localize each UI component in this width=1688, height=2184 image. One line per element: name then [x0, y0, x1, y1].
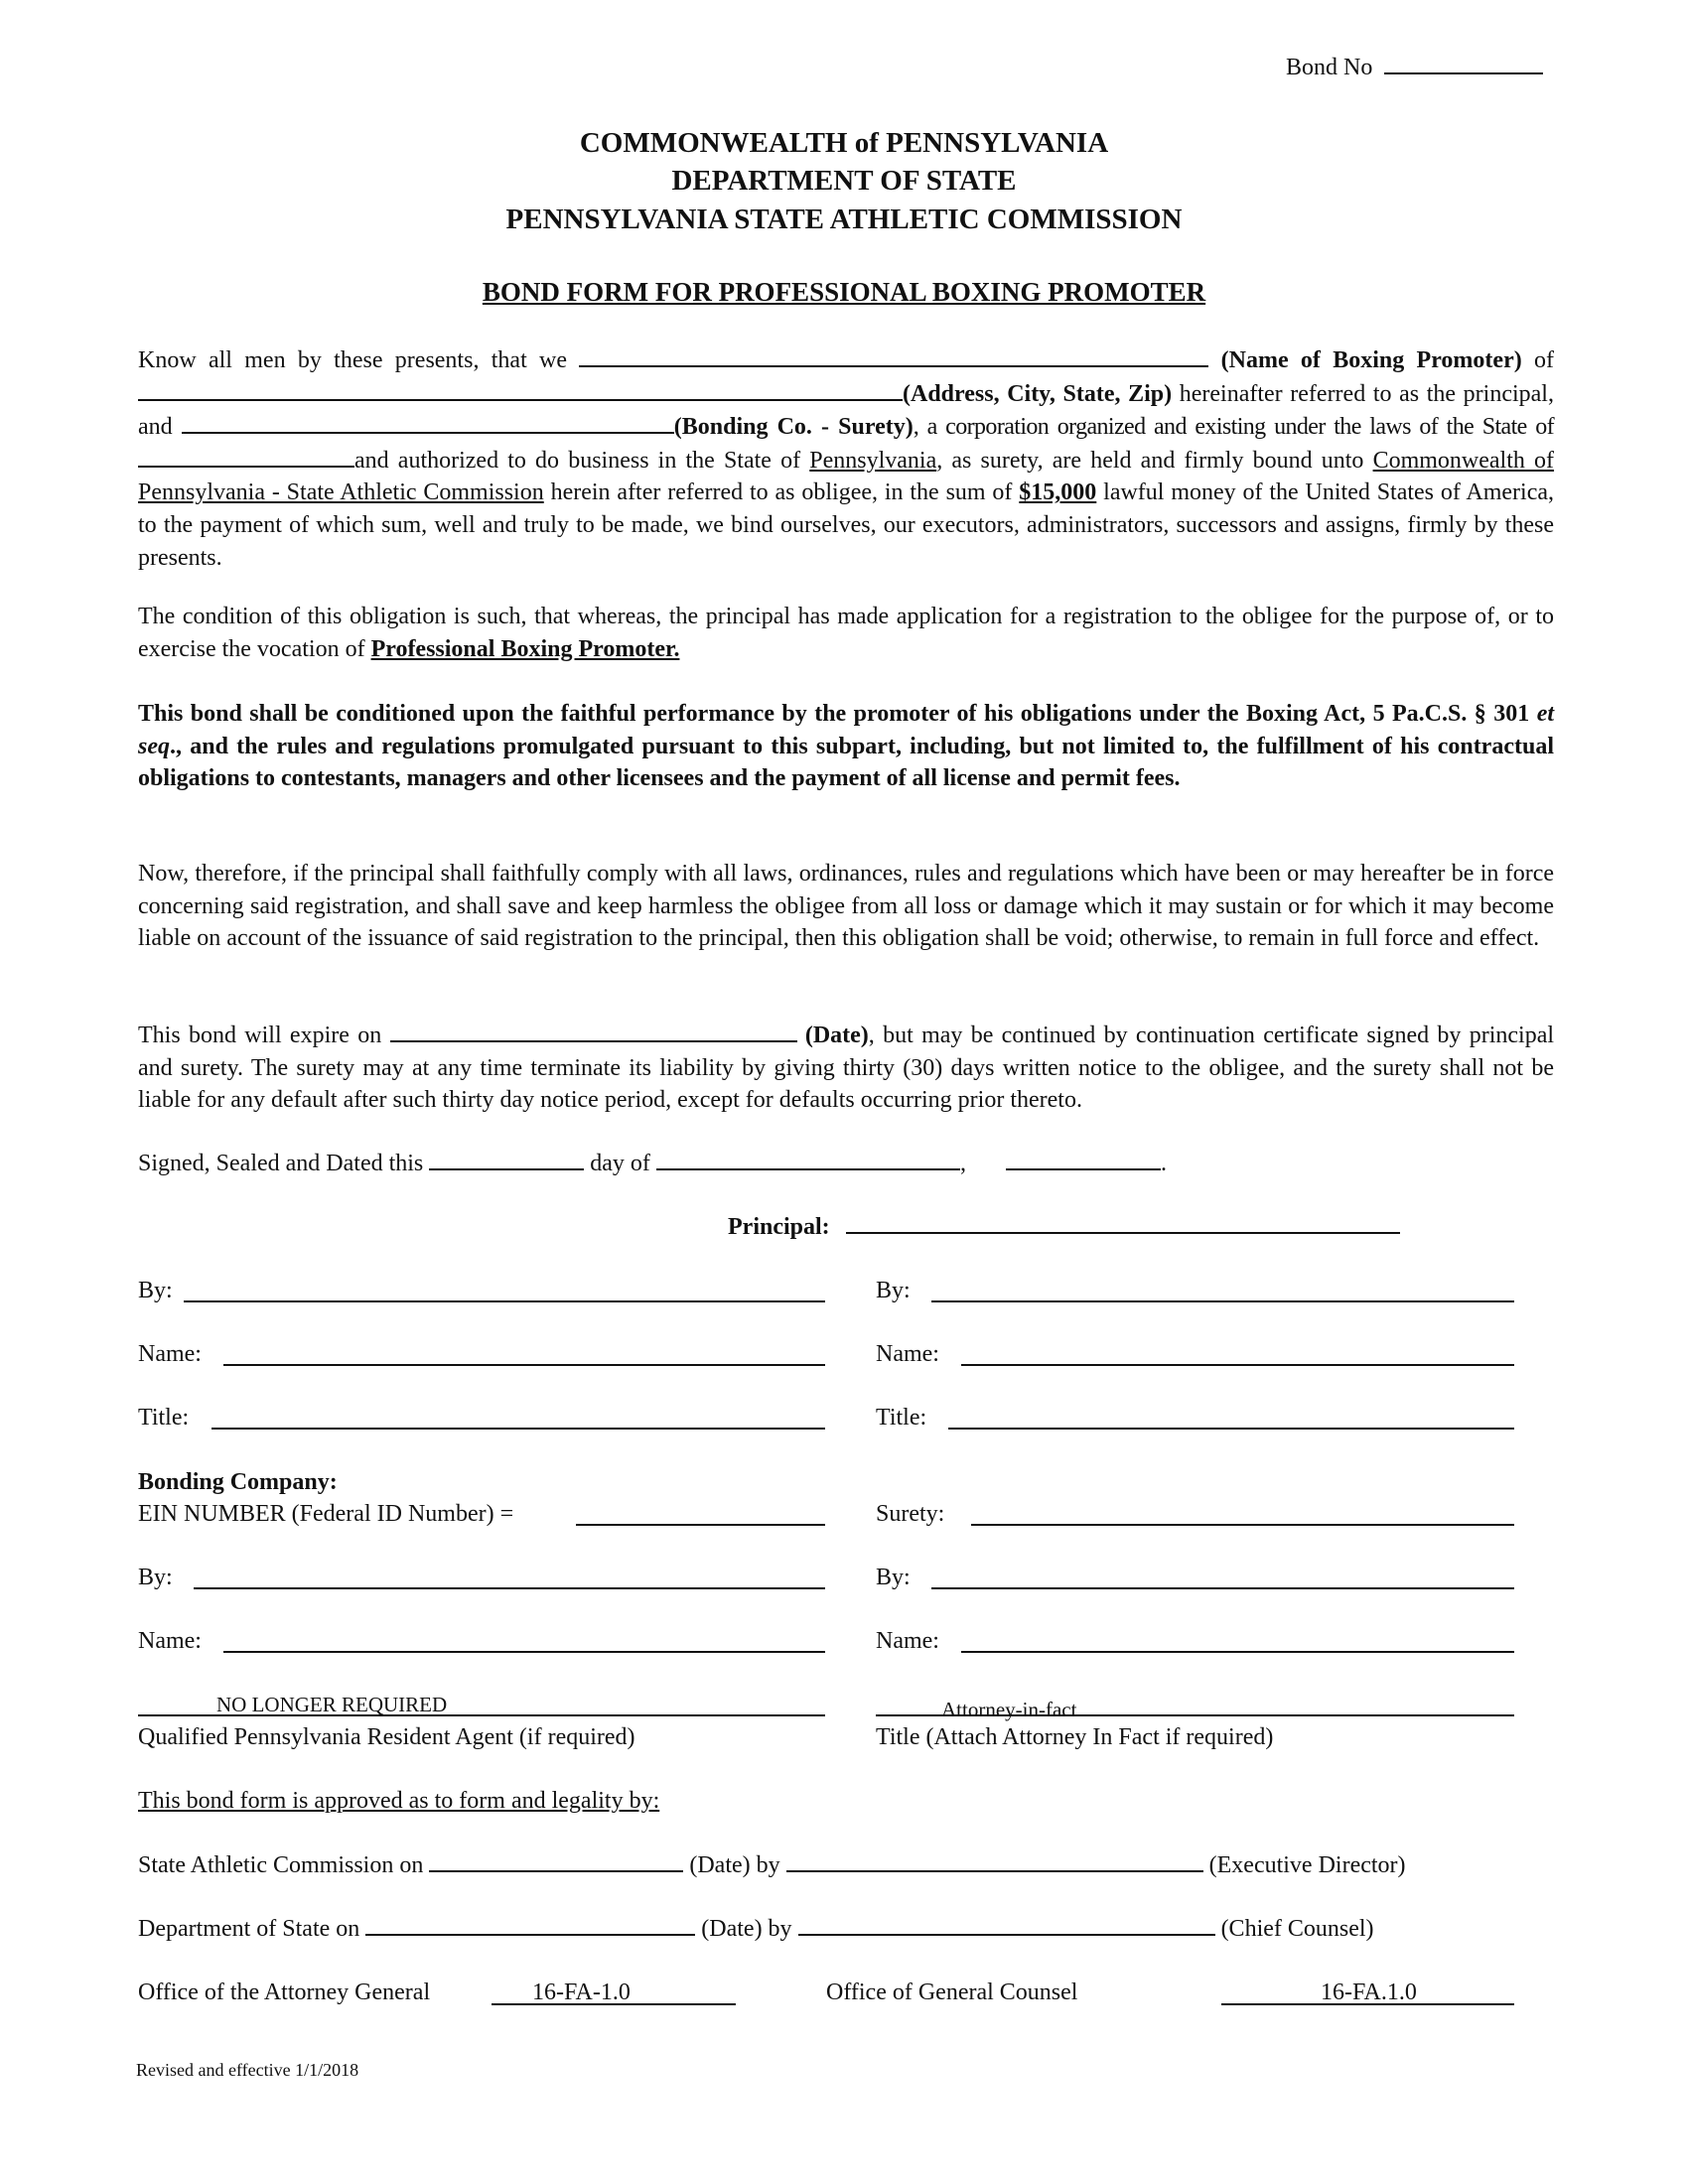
ein-field[interactable]: [576, 1524, 825, 1526]
attorney-field[interactable]: [876, 1714, 1514, 1716]
right-by-field[interactable]: [931, 1300, 1514, 1302]
promoter-name-field[interactable]: [579, 343, 1208, 367]
bond-name-field[interactable]: [223, 1651, 825, 1653]
surety-state-field[interactable]: [138, 444, 354, 468]
surety-signer-name-field[interactable]: [961, 1651, 1514, 1653]
principal-row: Principal:: [728, 1210, 1400, 1243]
paragraph-now-therefore: Now, therefore, if the principal shall faithfully comply with all laws, ordinances, rules and regulations which have been or may hereafter be in force concerning said registration, and shall save and keep harmless the obligee from all loss or damage which it may sustain or for which it may become liable on account of the issuance of said registration to the principal, then this obligation shall be void; otherwise, to remain in full force and effect.: [138, 861, 1554, 952]
ein-label: EIN NUMBER (Federal ID Number) =: [138, 1501, 514, 1527]
paragraph-boxing-act: This bond shall be conditioned upon the faithful performance by the promoter of his obligations under the Boxing Act, 5 Pa.C.S. § 301 et seq., and the rules and regulations promulgated pursuant to this subpart, including, but not limited to, the fulfillment of his contractual obligations to contestants, managers and other licensees and the payment of all license and permit fees.: [138, 701, 1555, 792]
header-department: DEPARTMENT OF STATE: [671, 165, 1017, 197]
right-title-label: Title:: [876, 1405, 927, 1431]
oag-field[interactable]: [492, 2003, 736, 2005]
ogc-field[interactable]: [1221, 2003, 1514, 2005]
header-commission: PENNSYLVANIA STATE ATHLETIC COMMISSION: [505, 204, 1183, 235]
chief-counsel-field[interactable]: [798, 1912, 1215, 1936]
signed-day-field[interactable]: [429, 1147, 584, 1170]
exec-director-field[interactable]: [786, 1848, 1203, 1872]
agent-label: Qualified Pennsylvania Resident Agent (if required): [138, 1724, 635, 1750]
signed-line: Signed, Sealed and Dated this day of , .: [138, 1147, 1167, 1179]
approval-heading: This bond form is approved as to form and legality by:: [138, 1788, 660, 1814]
signed-month-field[interactable]: [656, 1147, 960, 1170]
bond-no-label: Bond No: [1286, 55, 1373, 80]
form-title: BOND FORM FOR PROFESSIONAL BOXING PROMOTER: [482, 277, 1206, 307]
revision-footer: Revised and effective 1/1/2018: [136, 2060, 359, 2080]
address-field[interactable]: [138, 377, 903, 401]
surety-name-field[interactable]: [182, 410, 674, 434]
left-by-field[interactable]: [184, 1300, 825, 1302]
right-name-label: Name:: [876, 1341, 939, 1367]
sac-date-field[interactable]: [429, 1848, 683, 1872]
ogc-label: Office of General Counsel: [826, 1979, 1078, 2005]
oag-label: Office of the Attorney General: [138, 1979, 431, 2005]
left-name-field[interactable]: [223, 1364, 825, 1366]
paragraph-parties: Know all men by these presents, that we (Name of Boxing Promoter) of (Address, City, State, Zip) hereinafter referred to as the principal, and (Bonding Co. - Surety), a corporation organized and existing under the laws of the State of and authorized to do business in the State of Pennsylvania, as surety, are held and firmly bound unto Commonwealth of Pennsylvania - State Athletic Commission herein after referred to as obligee, in the sum of $15,000 lawful money of the United States of America, to the payment of which sum, well and truly to be made, we bind ourselves, our executors, administrators, successors and assigns, firmly by these presents.: [138, 343, 1554, 574]
surety-label: Surety:: [876, 1501, 945, 1527]
bond-no: [1286, 51, 1543, 83]
right-title-field[interactable]: [948, 1428, 1514, 1430]
left-title-field[interactable]: [211, 1428, 825, 1430]
left-title-label: Title:: [138, 1405, 190, 1431]
right-by-label: By:: [876, 1278, 911, 1303]
left-by-label: By:: [138, 1278, 173, 1303]
bond-no-field[interactable]: [1384, 51, 1543, 74]
surety-field[interactable]: [971, 1524, 1514, 1526]
attorney-label: Title (Attach Attorney In Fact if required): [876, 1724, 1274, 1750]
bond-by-label: By:: [138, 1565, 173, 1590]
surety-name-label: Name:: [876, 1628, 939, 1654]
right-name-field[interactable]: [961, 1364, 1514, 1366]
header-commonwealth: COMMONWEALTH of PENNSYLVANIA: [579, 127, 1109, 159]
oag-value: 16-FA-1.0: [532, 1979, 631, 2005]
agent-field[interactable]: [138, 1714, 825, 1716]
signed-year-field[interactable]: [1006, 1147, 1161, 1170]
paragraph-expiration: This bond will expire on (Date), but may be continued by continuation certificate signed by principal and surety. The surety may at any time terminate its liability by giving thirty (30) days written notice to the obligee, and the surety shall not be liable for any default after such thirty day notice period, except for defaults occurring prior thereto.: [138, 1019, 1554, 1117]
bond-name-label: Name:: [138, 1628, 202, 1654]
bond-by-field[interactable]: [194, 1587, 825, 1589]
attorney-value: Attorney-in-fact: [941, 1698, 1077, 1721]
sac-approval-row: State Athletic Commission on (Date) by (Executive Director): [138, 1848, 1406, 1881]
expiration-date-field[interactable]: [390, 1019, 797, 1042]
paragraph-condition: The condition of this obligation is such, that whereas, the principal has made application for a registration to the obligee for the purpose of, or to exercise the vocation of Professional Boxing Promoter.: [138, 604, 1554, 662]
agent-value: NO LONGER REQUIRED: [216, 1693, 448, 1716]
dos-approval-row: Department of State on (Date) by (Chief Counsel): [138, 1912, 1374, 1945]
principal-field[interactable]: [846, 1210, 1400, 1234]
surety-by-field[interactable]: [931, 1587, 1514, 1589]
surety-by-label: By:: [876, 1565, 911, 1590]
dos-date-field[interactable]: [365, 1912, 695, 1936]
bonding-company-label: Bonding Company:: [138, 1469, 338, 1495]
left-name-label: Name:: [138, 1341, 202, 1367]
ogc-value: 16-FA.1.0: [1321, 1979, 1417, 2005]
